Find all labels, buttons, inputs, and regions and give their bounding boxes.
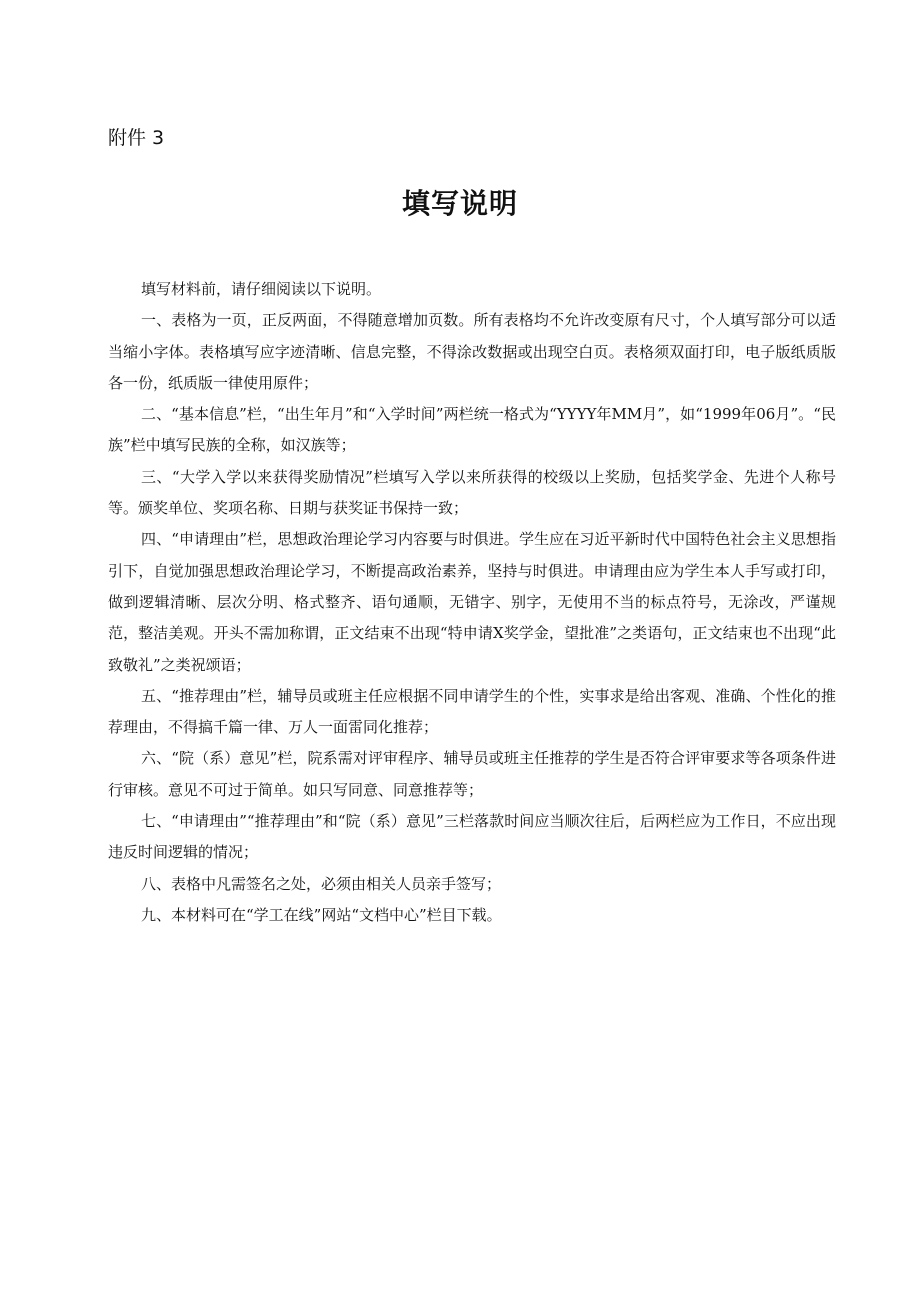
instruction-item-3: 三、“大学入学以来获得奖励情况”栏填写入学以来所获得的校级以上奖励，包括奖学金、先进个人称号等。颁奖单位、奖项名称、日期与获奖证书保持一致； [108, 467, 836, 518]
instruction-item-1: 一、表格为一页，正反两面，不得随意增加页数。所有表格均不允许改变原有尺寸，个人填写部分可以适当缩小字体。表格填写应字迹清晰、信息完整，不得涂改数据或出现空白页。表格须双面打印，电子版纸质版各一份，纸质版一律使用原件； [108, 311, 836, 392]
instruction-item-8: 八、表格中凡需签名之处，必须由相关人员亲手签写； [141, 874, 502, 893]
instruction-item-4: 四、“申请理由”栏，思想政治理论学习内容要与时俱进。学生应在习近平新时代中国特色社会主义思想指引下，自觉加强思想政治理论学习，不断提高政治素养，坚持与时俱进。申请理由应为学生本人手写或打印，做到逻辑清晰、层次分明、格式整齐、语句通顺，无错字、别字，无使用不当的标点符号，无涂改，严谨规范，整洁美观。开头不需加称谓，正文结束不出现“特申请X奖学金，望批准”之类语句，正文结束也不出现“此致敬礼”之类祝颂语； [108, 530, 836, 674]
intro-paragraph: 填写材料前，请仔细阅读以下说明。 [141, 280, 382, 298]
attachment-label: 附件 3 [108, 127, 165, 149]
instruction-item-2: 二、“基本信息”栏，“出生年月”和“入学时间”两栏统一格式为“YYYY年MM月”，如“1999年06月”。“民族”栏中填写民族的全称，如汉族等； [108, 405, 836, 455]
instruction-item-5: 五、“推荐理由”栏，辅导员或班主任应根据不同申请学生的个性，实事求是给出客观、准确、个性化的推荐理由，不得搞千篇一律、万人一面雷同化推荐； [108, 686, 836, 737]
instruction-item-7: 七、“申请理由”“推荐理由”和“院（系）意见”三栏落款时间应当顺次往后，后两栏应为工作日，不应出现违反时间逻辑的情况； [108, 812, 836, 862]
instructions-body [108, 274, 836, 931]
instruction-item-6: 六、“院（系）意见”栏，院系需对评审程序、辅导员或班主任推荐的学生是否符合评审要求等各项条件进行审核。意见不可过于简单。如只写同意、同意推荐等； [108, 749, 836, 799]
page-title: 填写说明 [401, 187, 518, 220]
instruction-item-9: 九、本材料可在“学工在线”网站“文档中心”栏目下载。 [141, 905, 502, 924]
